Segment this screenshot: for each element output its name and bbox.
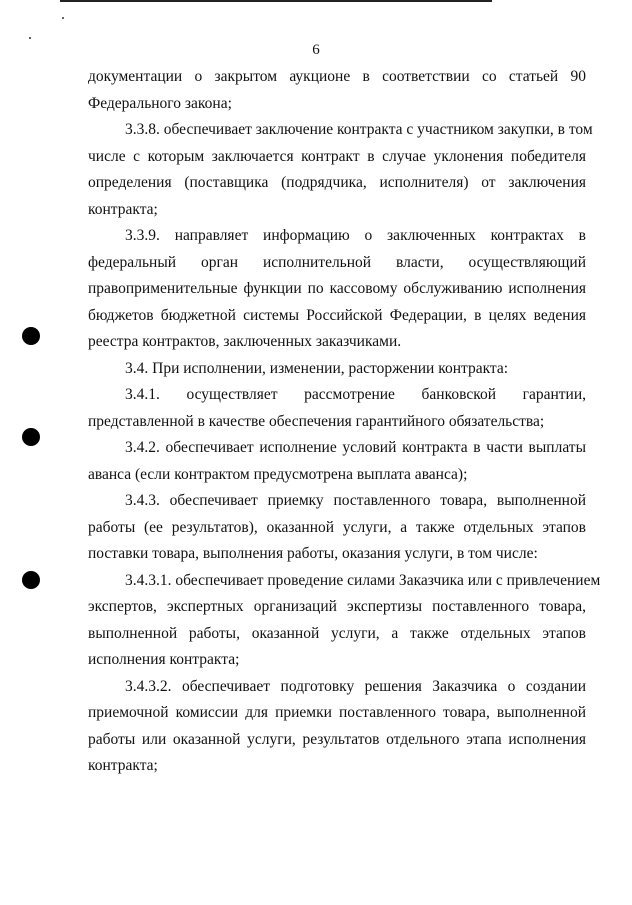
text-line: аванса (если контрактом предусмотрена выплата аванса);: [88, 465, 468, 483]
paragraph: [88, 568, 601, 674]
scan-top-edge: [60, 0, 492, 2]
paragraph: [88, 488, 586, 568]
text-line: реестра контрактов, заключенных заказчиками.: [88, 333, 402, 350]
text-line: поставки товара, выполнения работы, оказания услуги, в том числе:: [88, 545, 538, 562]
text-line: 3.4.3.1. обеспечивает проведение силами Заказчика или с привлечением: [125, 571, 601, 589]
text-line: 3.4.1. осуществляет рассмотрение банковской гарантии,: [125, 386, 586, 403]
scan-speck: [29, 37, 31, 39]
paragraph: [88, 382, 586, 435]
paragraph: [88, 64, 586, 117]
text-line: документации о закрытом аукционе в соответствии со статьей 90: [88, 68, 586, 85]
text-line: контракта;: [88, 757, 158, 774]
text-line: федеральный орган исполнительной власти, осуществляющий: [88, 253, 586, 271]
text-line: представленной в качестве обеспечения гарантийного обязательства;: [88, 412, 545, 430]
text-line: бюджетов бюджетной системы Российской Федерации, в целях ведения: [88, 306, 586, 324]
text-line: Федерального закона;: [88, 94, 232, 112]
text-line: экспертов, экспертных организаций экспертизы поставленного товара,: [88, 598, 586, 615]
punch-hole: [22, 428, 40, 446]
text-line: 3.3.8. обеспечивает заключение контракта с участником закупки, в том: [125, 121, 593, 138]
text-line: выполненной работы, оказанной услуги, а также отдельных этапов: [88, 624, 586, 642]
paragraph: [88, 223, 586, 356]
text-line: работы или оказанной услуги, результатов отдельного этапа исполнения: [88, 730, 586, 748]
paragraph: [88, 435, 586, 488]
document-body: [88, 64, 601, 780]
text-line: числе с которым заключается контракт в случае уклонения победителя: [88, 147, 586, 165]
text-line: исполнения контракта;: [88, 651, 240, 668]
text-line: работы (ее результатов), оказанной услуги, а также отдельных этапов: [88, 518, 586, 536]
text-line: 3.4.3. обеспечивает приемку поставленного товара, выполненной: [125, 492, 586, 509]
text-line: 3.3.9. направляет информацию о заключенных контрактах в: [125, 227, 586, 244]
text-line: 3.4.2. обеспечивает исполнение условий контракта в части выплаты: [125, 439, 586, 456]
text-line: 3.4.3.2. обеспечивает подготовку решения Заказчика о создании: [125, 677, 586, 695]
paragraph: [88, 674, 586, 780]
paragraph: [88, 356, 586, 383]
text-line: контракта;: [88, 200, 158, 218]
text-line: правоприменительные функции по кассовому обслуживанию исполнения: [88, 280, 586, 297]
text-line: определения (поставщика (подрядчика, исполнителя) от заключения: [88, 174, 586, 191]
text-line: 3.4. При исполнении, изменении, расторжении контракта:: [125, 359, 509, 377]
punch-hole: [22, 571, 40, 589]
punch-hole: [22, 327, 40, 345]
scan-speck: [62, 17, 64, 19]
paragraph: [88, 117, 593, 223]
page-number: 6: [312, 42, 320, 58]
text-line: приемочной комиссии для приемки поставленного товара, выполненной: [88, 704, 586, 721]
